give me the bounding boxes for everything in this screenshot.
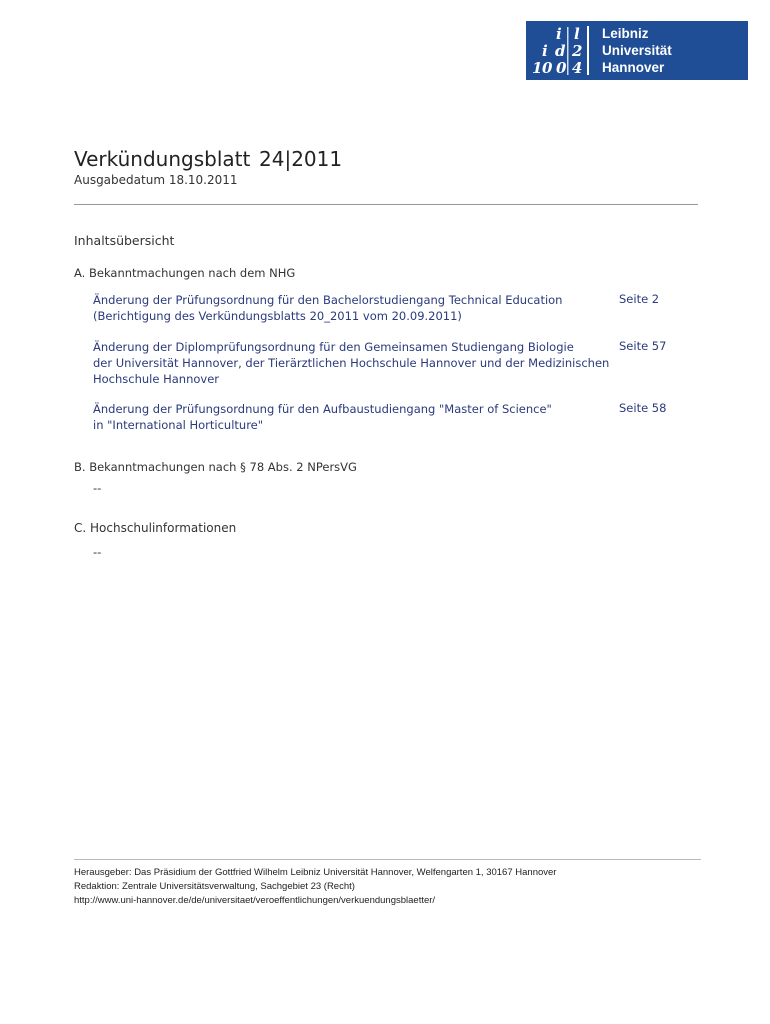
- toc-entry-line: der Universität Hannover, der Tierärztlichen Hochschule Hannover und der Medizinischen: [93, 356, 610, 370]
- logo-word-3: Hannover: [602, 60, 665, 75]
- logo-word-1: Leibniz: [602, 26, 649, 41]
- toc-entry-line: Änderung der Diplomprüfungsordnung für den Gemeinsamen Studiengang Biologie: [93, 340, 574, 354]
- svg-text:1: 1: [532, 59, 543, 77]
- section-b-title: B. Bekanntmachungen nach § 78 Abs. 2 NPersVG: [74, 460, 357, 474]
- toc-entry-line: Änderung der Prüfungsordnung für den Bachelorstudiengang Technical Education: [93, 293, 563, 307]
- document-title: Verkündungsblatt: [74, 147, 251, 171]
- footer-divider: [74, 859, 701, 860]
- section-c-title: C. Hochschulinformationen: [74, 521, 237, 535]
- svg-text:i: i: [542, 42, 548, 60]
- issue-date: Ausgabedatum 18.10.2011: [74, 173, 238, 187]
- logo-wordmark: [602, 25, 672, 76]
- toc-entry-line: (Berichtigung des Verkündungsblatts 20_2011 vom 20.09.2011): [93, 309, 462, 323]
- toc-heading: Inhaltsübersicht: [74, 233, 175, 248]
- section-c-content: --: [93, 545, 102, 559]
- toc-entry-1-page[interactable]: Seite 2: [619, 292, 660, 306]
- svg-text:4: 4: [572, 59, 583, 77]
- svg-text:l: l: [574, 25, 580, 43]
- toc-entry-3-page[interactable]: Seite 58: [619, 401, 667, 415]
- toc-entry-1[interactable]: [93, 292, 603, 324]
- svg-text:i: i: [556, 25, 562, 43]
- footer-publisher: Herausgeber: Das Präsidium der Gottfried Wilhelm Leibniz Universität Hannover, Welfengarten 1, 30167 Hannover: [74, 867, 557, 878]
- toc-entry-2[interactable]: [93, 339, 613, 387]
- logo-mark-icon: [526, 21, 586, 80]
- logo-separator: [587, 26, 589, 75]
- footer-editor: Redaktion: Zentrale Universitätsverwaltung, Sachgebiet 23 (Recht): [74, 881, 355, 892]
- logo-word-2: Universität: [602, 43, 672, 58]
- toc-entry-line: in "International Horticulture": [93, 418, 264, 432]
- toc-entry-3[interactable]: [93, 401, 603, 433]
- issue-number: 24|2011: [259, 147, 343, 171]
- toc-entry-2-page[interactable]: Seite 57: [619, 339, 667, 353]
- university-logo: [526, 21, 748, 80]
- svg-text:0: 0: [556, 59, 567, 77]
- toc-entry-line: Hochschule Hannover: [93, 372, 220, 386]
- header-divider: [74, 204, 698, 205]
- section-a-title: A. Bekanntmachungen nach dem NHG: [74, 266, 296, 280]
- svg-text:0: 0: [542, 59, 553, 77]
- section-b-content: --: [93, 481, 102, 495]
- toc-entry-line: Änderung der Prüfungsordnung für den Aufbaustudiengang "Master of Science": [93, 402, 552, 416]
- footer: [74, 866, 556, 908]
- footer-url[interactable]: http://www.uni-hannover.de/de/universitaet/veroeffentlichungen/verkuendungsblaetter/: [74, 895, 436, 906]
- svg-text:2: 2: [572, 42, 583, 60]
- svg-text:d: d: [555, 42, 566, 60]
